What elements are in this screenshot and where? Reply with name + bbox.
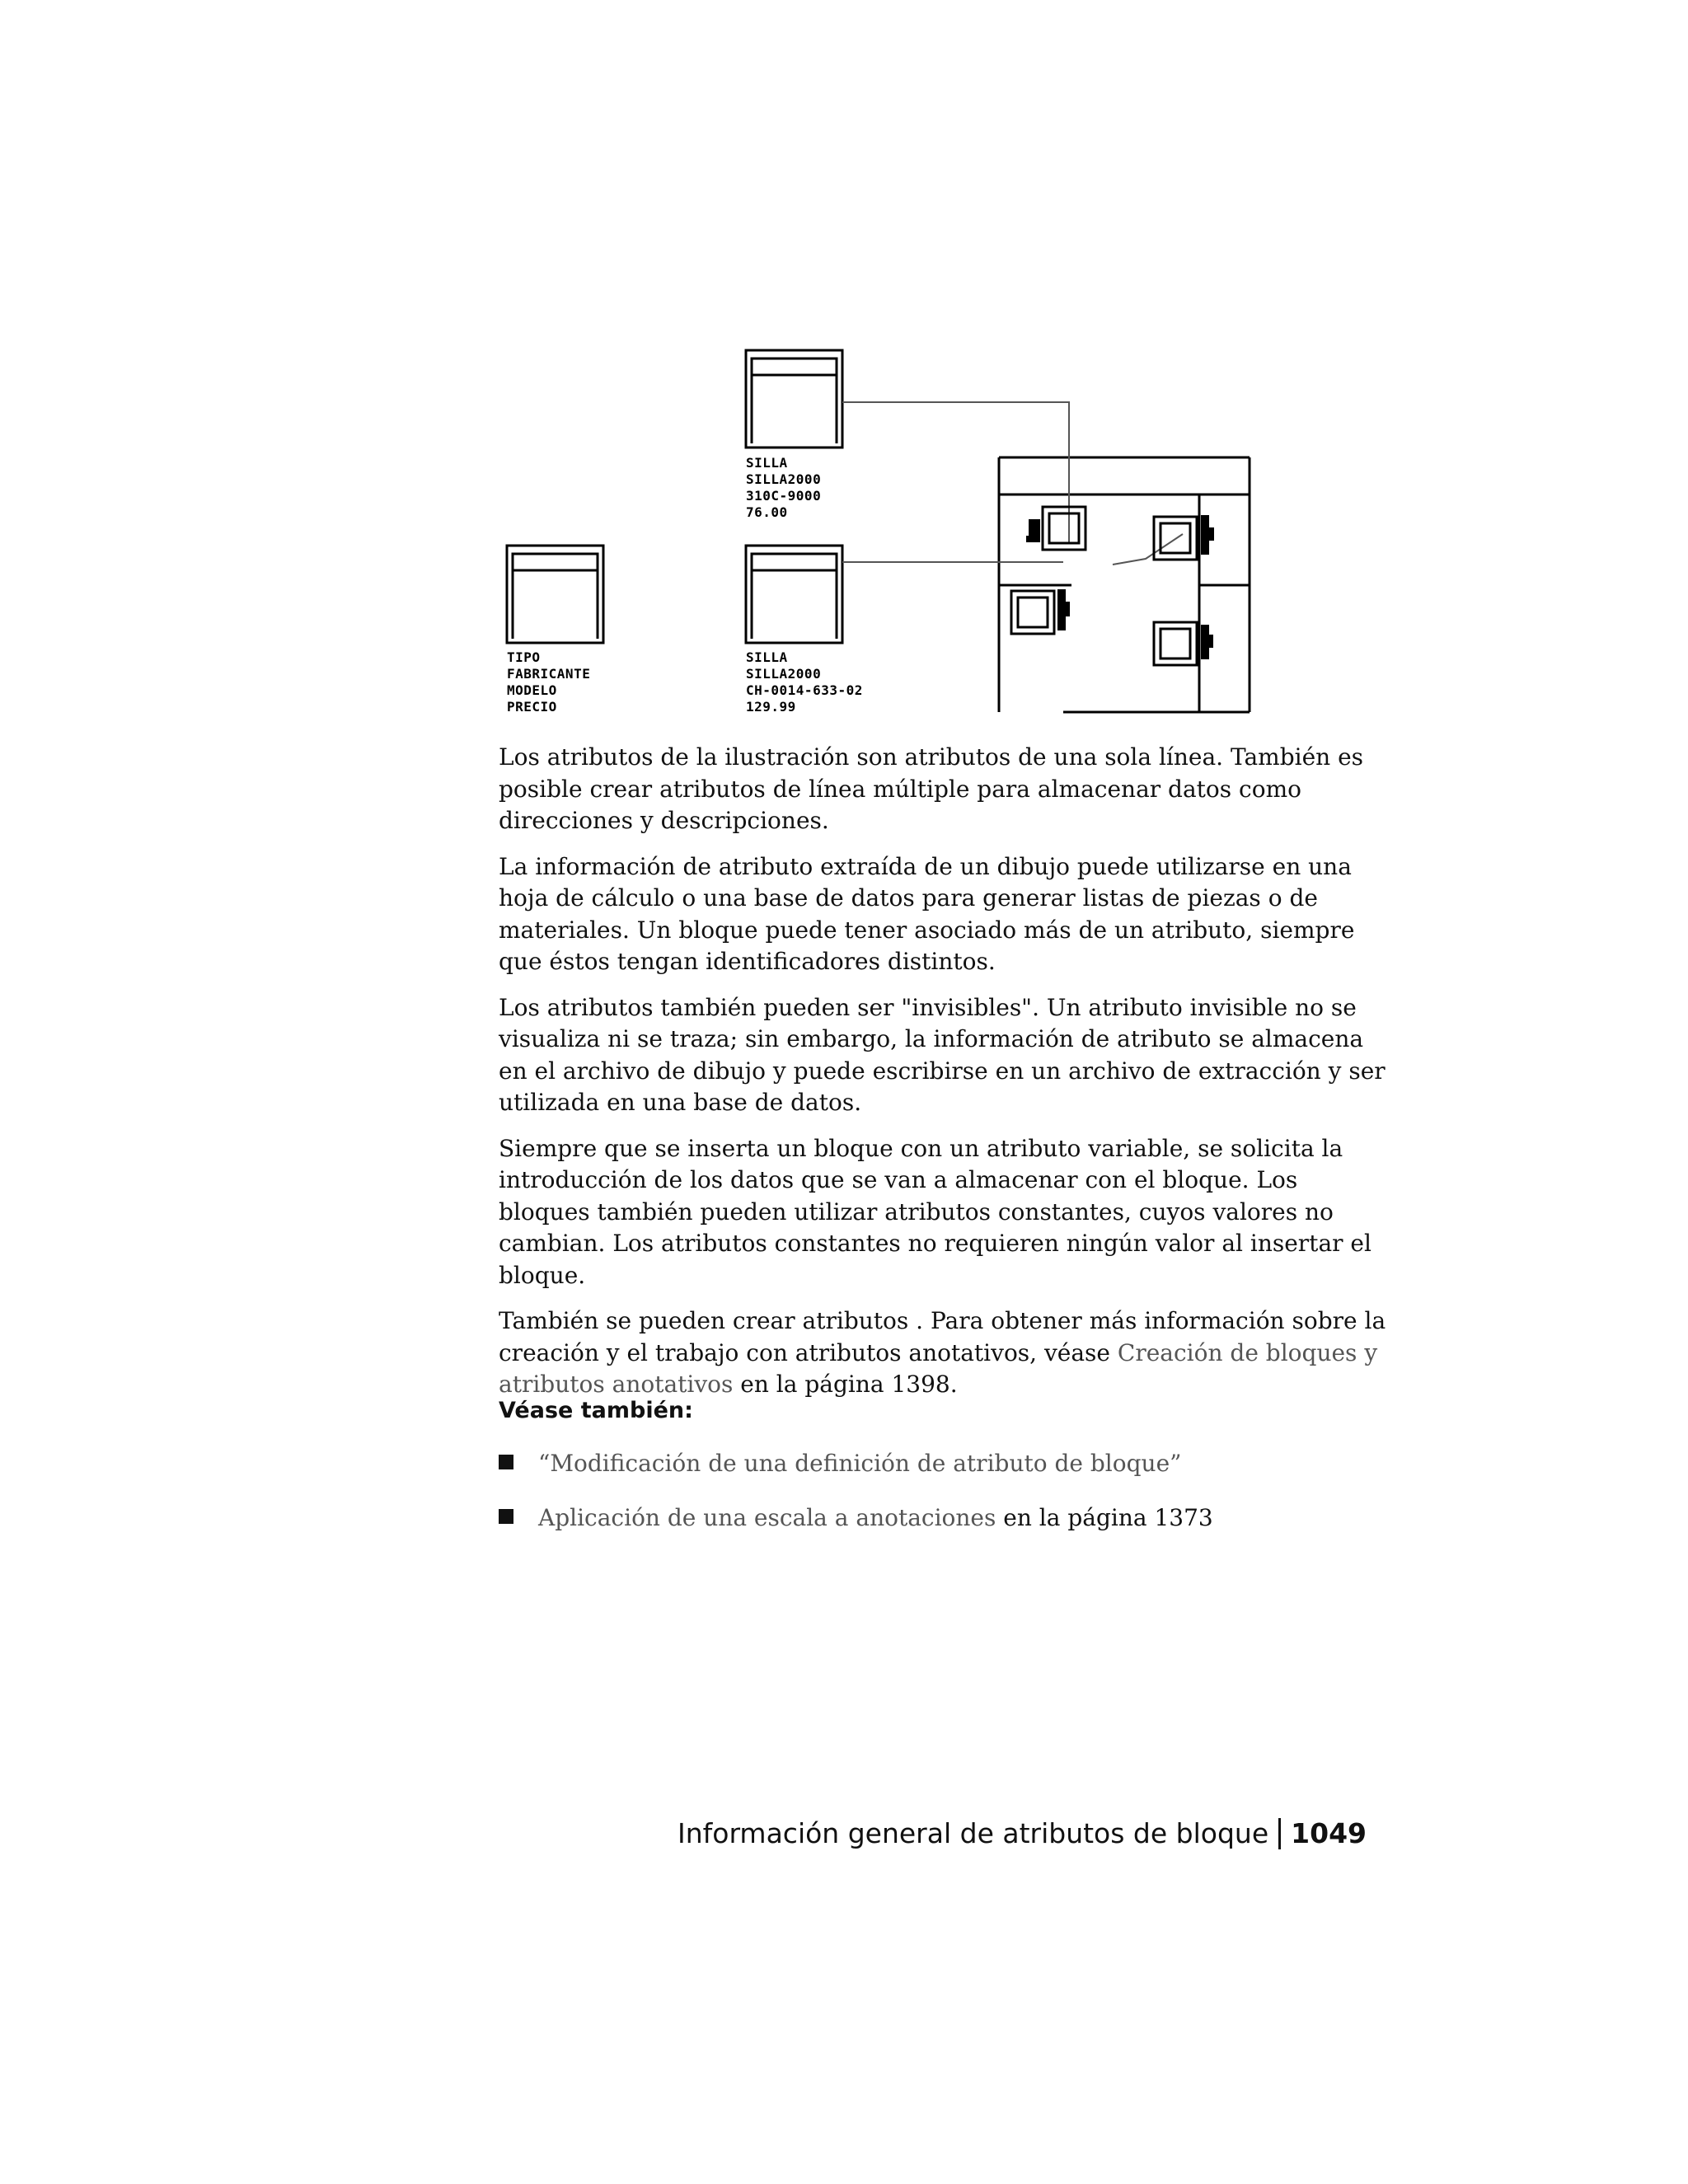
template-attribute-labels — [507, 649, 590, 715]
page-number: 1049 — [1291, 1817, 1367, 1849]
chair-top-symbol — [746, 350, 842, 448]
attr-label: PRECIO — [507, 699, 557, 715]
attr-label: TIPO — [507, 649, 541, 665]
attr-value: 76.00 — [746, 504, 788, 520]
see-also-item — [499, 1504, 1213, 1531]
room-outline — [999, 457, 1250, 712]
attr-label: MODELO — [507, 682, 557, 698]
attr-value: 129.99 — [746, 699, 796, 715]
footer-title: Información general de atributos de bloque — [677, 1817, 1269, 1849]
attr-value: 310C-9000 — [746, 488, 822, 504]
paragraph: Los atributos también pueden ser "invisibles". Un atributo invisible no se visualiza ni se traza; sin embargo, la información de atributo se almacena en el archivo de dibujo y puede escribirse en un archivo de extracción y ser utilizada en una base de datos. — [499, 993, 1386, 1116]
square-bullet-icon — [499, 1509, 513, 1524]
leader-lines — [842, 402, 1183, 565]
paragraph: Siempre que se inserta un bloque con un atributo variable, se solicita la introducción de los datos que se van a almacenar con el bloque. Los bloques también pueden utilizar atributos constantes, cuyos valores no cambian. Los atributos constantes no requieren ningún valor al insertar el bloque. — [499, 1134, 1372, 1289]
square-bullet-icon — [499, 1455, 513, 1469]
paragraph-text: en la página 1398. — [733, 1371, 958, 1398]
chair-bottom-symbol — [746, 546, 842, 643]
see-also-link[interactable]: “Modificación de una definición de atributo de bloque” — [538, 1450, 1182, 1477]
body-text — [499, 742, 1389, 1415]
page-footer — [678, 1817, 1367, 1849]
see-also-link[interactable]: Aplicación de una escala a anotaciones — [538, 1504, 996, 1531]
room-equipment — [1026, 515, 1214, 659]
attr-value: CH-0014-633-02 — [746, 682, 863, 698]
template-chair-symbol — [507, 546, 603, 643]
see-also-item — [499, 1450, 1181, 1477]
cross-reference-link[interactable]: Creación de bloques y atributos anotativos — [499, 1338, 1378, 1398]
chair-top-attribute-values — [746, 455, 821, 521]
paragraph: Los atributos de la ilustración son atributos de una sola línea. También es posible crear atributos de línea múltiple para almacenar datos como direcciones y descripciones. — [499, 743, 1364, 834]
footer-divider — [1278, 1818, 1281, 1849]
attr-value: SILLA — [746, 649, 788, 665]
attr-value: SILLA2000 — [746, 471, 822, 487]
attr-value: SILLA2000 — [746, 666, 822, 682]
paragraph: La información de atributo extraída de un dibujo puede utilizarse en una hoja de cálculo o una base de datos para generar listas de piezas o de materiales. Un bloque puede tener asociado más de un atributo, siempre que éstos tengan identificadores distintos. — [499, 852, 1355, 975]
floor-plan-drawing — [495, 346, 1278, 717]
see-also-suffix: en la página 1373 — [996, 1504, 1213, 1531]
chair-bottom-attribute-values — [746, 649, 863, 715]
paragraph — [499, 1305, 1389, 1401]
block-attributes-figure — [495, 346, 1278, 717]
see-also-heading: Véase también: — [499, 1398, 693, 1423]
paragraph-text: También se pueden crear atributos . Para obtener más información sobre la creación y el trabajo con atributos anotativos, véase — [499, 1307, 1386, 1366]
attr-label: FABRICANTE — [507, 666, 591, 682]
attr-value: SILLA — [746, 455, 788, 471]
